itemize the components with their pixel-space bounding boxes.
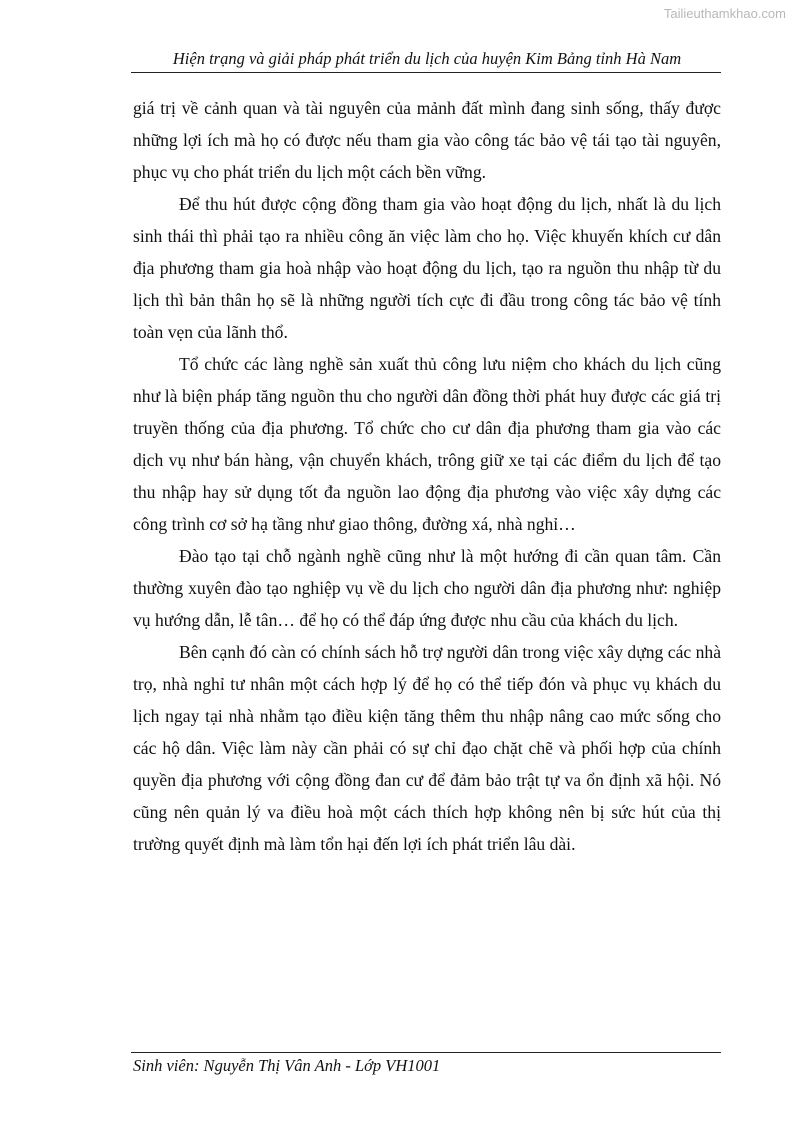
paragraph-5: Bên cạnh đó càn có chính sách hỗ trợ người dân trong việc xây dựng các nhà trọ, nhà nghỉ tư nhân một cách hợp lý để họ có thể tiếp đón và phục vụ khách du lịch ngay tại nhà nhằm tạo điều kiện tăng thêm thu nhập nâng cao mức sống cho các hộ dân. Việc làm này cần phải có sự chỉ đạo chặt chẽ và phối hợp của chính quyền địa phương với cộng đồng đan cư để đảm bảo trật tự va ổn định xã hội. Nó cũng nên quản lý va điều hoà một cách thích hợp không nên bị sức hút của thị trường quyết định mà làm tổn hại đến lợi ích phát triển lâu dài. xyxy=(133,642,721,854)
header-divider xyxy=(131,72,721,73)
paragraph-4: Đào tạo tại chỗ ngành nghề cũng như là một hướng đi cần quan tâm. Cần thường xuyên đào tạo nghiệp vụ về du lịch cho người dân địa phương như: nghiệp vụ hướng dẫn, lễ tân… để họ có thể đáp ứng được nhu cầu của khách du lịch. xyxy=(133,546,721,630)
document-body xyxy=(133,92,721,860)
paragraph-3: Tổ chức các làng nghề sản xuất thủ công lưu niệm cho khách du lịch cũng như là biện pháp tăng nguồn thu cho người dân đồng thời phát huy được các giá trị truyền thống của địa phương. Tổ chức cho cư dân địa phương tham gia vào các dịch vụ như bán hàng, vận chuyển khách, trông giữ xe tại các điểm du lịch để tạo thu nhập hay sử dụng tốt đa nguồn lao động địa phương vào việc xây dựng các công trình cơ sở hạ tầng như giao thông, đường xá, nhà nghỉ… xyxy=(133,354,721,534)
paragraph-1: giá trị về cảnh quan và tài nguyên của mảnh đất mình đang sinh sống, thấy được những lợi ích mà họ có được nếu tham gia vào công tác bảo vệ tái tạo tài nguyên, phục vụ cho phát triển du lịch một cách bền vững. xyxy=(133,98,721,182)
paragraph-2: Để thu hút được cộng đồng tham gia vào hoạt động du lịch, nhất là du lịch sinh thái thì phải tạo ra nhiều công ăn việc làm cho họ. Việc khuyến khích cư dân địa phương tham gia hoà nhập vào hoạt động du lịch, tạo ra nguồn thu nhập từ du lịch thì bản thân họ sẽ là những người tích cực đi đầu trong công tác bảo vệ tính toàn vẹn của lãnh thổ. xyxy=(133,194,721,342)
watermark: Tailieuthamkhao.com xyxy=(663,6,786,21)
footer-divider xyxy=(131,1052,721,1053)
footer-author: Sinh viên: Nguyễn Thị Vân Anh - Lớp VH1001 xyxy=(133,1056,441,1075)
page-header-title: Hiện trạng và giải pháp phát triển du lịch của huyện Kim Bảng tỉnh Hà Nam xyxy=(172,49,682,68)
